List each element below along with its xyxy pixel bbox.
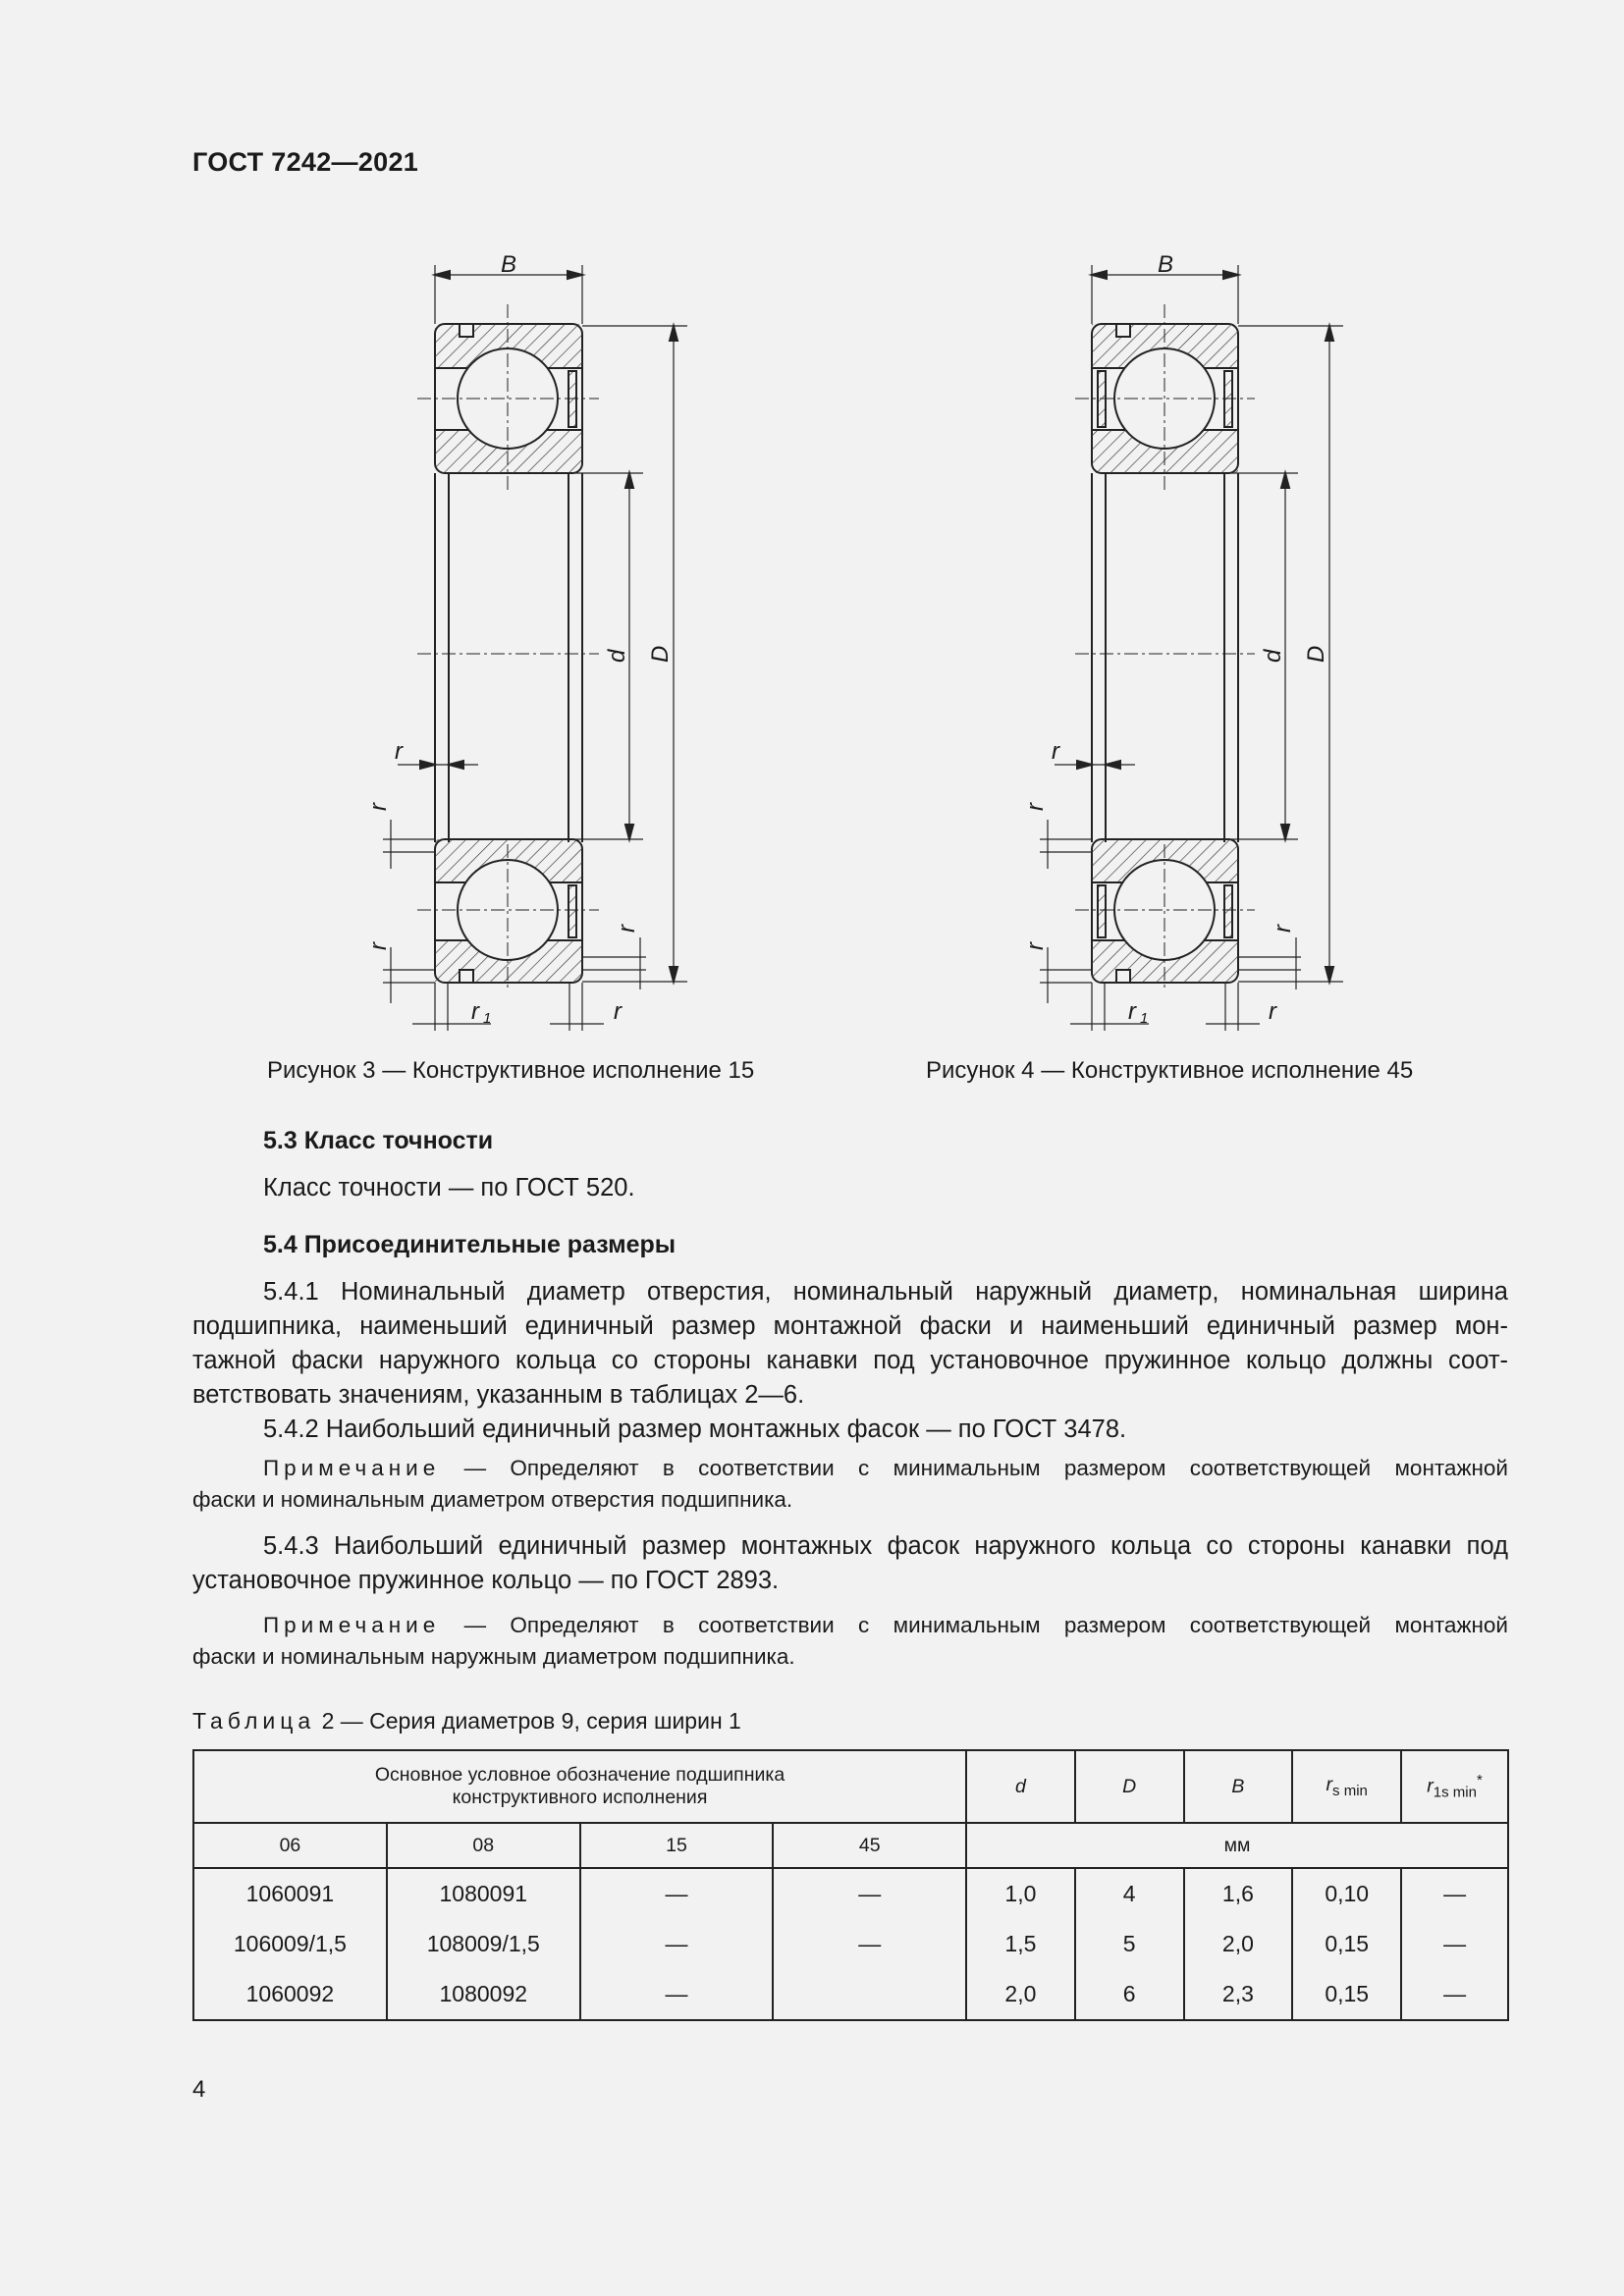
paragraph-line: 5.4.3 Наибольший единичный размер монтажных фасок наружного кольца со стороны канавки под bbox=[263, 1532, 1508, 1560]
unit-header: мм bbox=[966, 1823, 1508, 1868]
note-2 bbox=[192, 1610, 1508, 1673]
table-row: 1060092 1080092 — 2,0 6 2,3 0,15 — bbox=[193, 1969, 1508, 2020]
table-row: 106009/1,5 108009/1,5 — — 1,5 5 2,0 0,15 — bbox=[193, 1919, 1508, 1969]
label-d: d bbox=[1260, 649, 1286, 663]
paragraph-line: тажной фаски наружного кольца со стороны канавки под установочное пружинное кольцо должны соот- bbox=[192, 1347, 1508, 1374]
label-B: B bbox=[1158, 251, 1174, 278]
label-r1: r bbox=[1128, 998, 1136, 1025]
table-group-header: Основное условное обозначение подшипника конструктивного исполнения bbox=[193, 1750, 966, 1823]
paragraph-line: ветствовать значениям, указанным в таблицах 2—6. bbox=[192, 1381, 805, 1409]
label-r: r bbox=[1052, 738, 1059, 765]
note-text: — Определяют в соответствии с минимальным размером соответствующей монтажной bbox=[440, 1456, 1508, 1480]
section-5-3-title: 5.3 Класс точности bbox=[263, 1127, 494, 1154]
col-B: B bbox=[1184, 1750, 1293, 1823]
paragraph-5-4-2: 5.4.2 Наибольший единичный размер монтажных фасок — по ГОСТ 3478. bbox=[263, 1415, 1127, 1443]
label-r1: r bbox=[1022, 942, 1049, 950]
sub-header-15: 15 bbox=[580, 1823, 774, 1868]
label-r1-sub: 1 bbox=[483, 1010, 492, 1027]
table-2 bbox=[192, 1749, 1509, 2021]
col-d: d bbox=[966, 1750, 1075, 1823]
table-row: 1060091 1080091 — — 1,0 4 1,6 0,10 — bbox=[193, 1868, 1508, 1919]
label-r: r bbox=[1022, 803, 1049, 811]
figure-3-bearing-drawing bbox=[363, 240, 717, 1045]
page-number: 4 bbox=[192, 2076, 206, 2103]
label-r: r bbox=[614, 925, 640, 933]
note-text: — Определяют в соответствии с минимальным размером соответствующей монтажной bbox=[440, 1613, 1508, 1637]
sub-header-08: 08 bbox=[387, 1823, 580, 1868]
label-D: D bbox=[1303, 645, 1329, 663]
figure-4-caption: Рисунок 4 — Конструктивное исполнение 45 bbox=[926, 1057, 1414, 1084]
label-D: D bbox=[647, 645, 674, 663]
label-r: r bbox=[1270, 925, 1296, 933]
col-rs-min: $r_{s min}$ bbox=[1292, 1750, 1401, 1823]
section-5-4-title: 5.4 Присоединительные размеры bbox=[263, 1231, 677, 1258]
label-d: d bbox=[604, 649, 630, 663]
paragraph-line: 5.4.1 Номинальный диаметр отверстия, номинальный наружный диаметр, номинальная ширина bbox=[263, 1278, 1508, 1306]
paragraph-line: установочное пружинное кольцо — по ГОСТ 2893. bbox=[192, 1567, 780, 1594]
figure-4-bearing-drawing bbox=[1021, 240, 1375, 1045]
paragraph-line: подшипника, наименьший единичный размер монтажной фаски и наименьший единичный размер мон- bbox=[192, 1312, 1508, 1340]
paragraph-5-4-1 bbox=[192, 1275, 1508, 1447]
note-text: фаски и номинальным наружным диаметром подшипника. bbox=[192, 1644, 795, 1669]
note-1 bbox=[192, 1453, 1508, 1516]
sub-header-45: 45 bbox=[773, 1823, 966, 1868]
note-label: Примечание bbox=[263, 1613, 441, 1637]
document-header: ГОСТ 7242—2021 bbox=[192, 147, 419, 177]
label-r1-sub: 1 bbox=[1140, 1010, 1149, 1027]
label-r: r bbox=[614, 998, 622, 1025]
note-label: Примечание bbox=[263, 1456, 441, 1480]
paragraph-5-4-3 bbox=[192, 1529, 1508, 1598]
label-r1: r bbox=[365, 942, 392, 950]
label-r: r bbox=[1269, 998, 1276, 1025]
label-B: B bbox=[501, 251, 517, 278]
note-text: фаски и номинальным диаметром отверстия подшипника. bbox=[192, 1487, 793, 1512]
col-r1s-min: $r_{1s min}^*$ bbox=[1401, 1750, 1508, 1823]
col-D: D bbox=[1075, 1750, 1184, 1823]
table-2-title: Таблица 2 — Серия диаметров 9, серия ширин 1 bbox=[192, 1708, 741, 1734]
section-5-3-text: Класс точности — по ГОСТ 520. bbox=[263, 1174, 635, 1201]
sub-header-06: 06 bbox=[193, 1823, 387, 1868]
figure-3-caption: Рисунок 3 — Конструктивное исполнение 15 bbox=[267, 1057, 755, 1084]
label-r: r bbox=[395, 738, 403, 765]
label-r: r bbox=[365, 803, 392, 811]
label-r1: r bbox=[471, 998, 479, 1025]
